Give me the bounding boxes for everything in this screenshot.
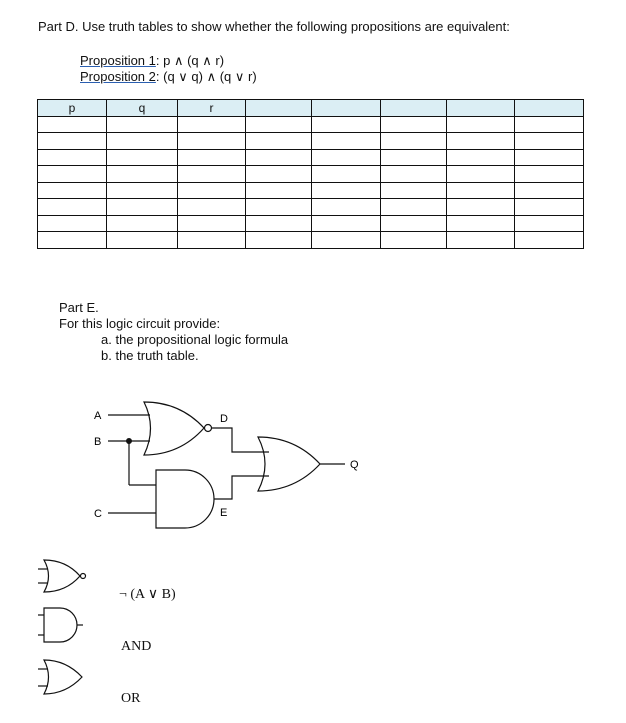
legend-nor-gate <box>38 560 86 592</box>
label-a: A <box>94 410 102 422</box>
proposition-2-label: Proposition 2 <box>80 69 156 84</box>
header-cell: p <box>38 100 107 117</box>
label-c: C <box>94 508 102 520</box>
legend-nand-label: ¬ (A ∨ B) <box>119 587 176 602</box>
part-e-item-a: a. the propositional logic formula <box>101 332 289 347</box>
nor-gate-body <box>144 402 204 455</box>
legend-or-label: OR <box>121 691 141 706</box>
label-e: E <box>220 507 228 519</box>
header-cell: r <box>178 100 246 117</box>
legend-and-gate <box>38 608 83 642</box>
legend-and-label: AND <box>121 639 152 654</box>
wire-e <box>214 476 269 499</box>
proposition-2-expression: : (q ∨ q) ∧ (q ∨ r) <box>155 69 257 84</box>
legend-or-gate <box>38 660 82 694</box>
or-gate-body <box>258 437 320 491</box>
label-b: B <box>94 436 102 448</box>
and-gate-body <box>156 470 214 528</box>
part-e-intro: For this logic circuit provide: <box>59 316 221 331</box>
proposition-1-label: Proposition 1 <box>80 53 156 68</box>
label-q: Q <box>350 459 359 471</box>
proposition-1-expression: : p ∧ (q ∧ r) <box>155 53 225 68</box>
part-e-item-b: b. the truth table. <box>101 348 199 363</box>
label-d: D <box>220 413 228 425</box>
part-e-title: Part E. <box>59 300 99 315</box>
wire-d <box>212 428 269 452</box>
junction-dot <box>126 438 132 444</box>
part-d-title: Part D. Use truth tables to show whether the following propositions are equivalent: <box>38 19 510 34</box>
header-cell: q <box>107 100 178 117</box>
nor-gate-bubble <box>205 425 212 432</box>
